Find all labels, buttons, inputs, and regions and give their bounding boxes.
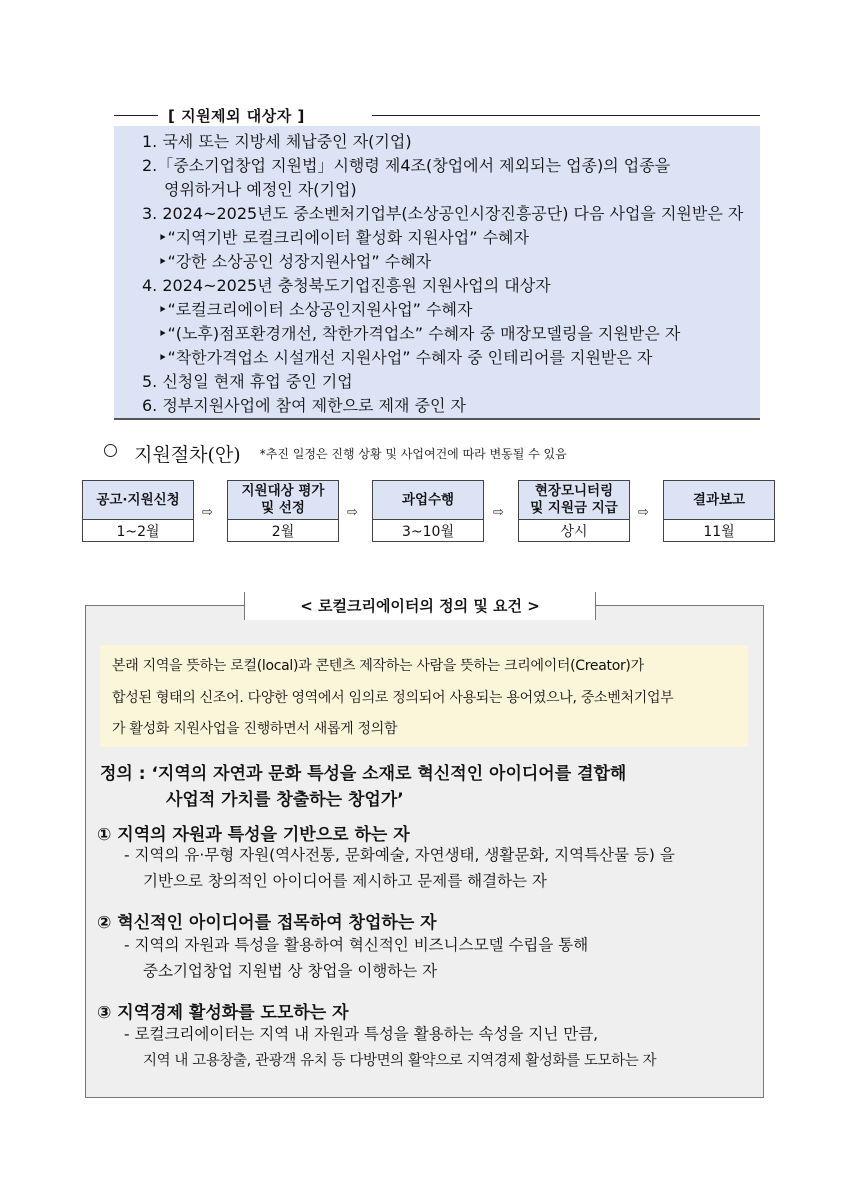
exclusion-subitem: ‣“착한가격업소 시설개선 지원사업” 수혜자 중 인테리어를 지원받은 자 <box>158 348 653 367</box>
step-period: 상시 <box>518 520 630 542</box>
exclusion-item: 6. 정부지원사업에 참여 제한으로 제재 중인 자 <box>142 396 466 415</box>
procedure-title: 지원절차(안) <box>134 444 241 466</box>
requirement-detail-cont: 중소기업창업 지원법 상 창업을 이행하는 자 <box>143 962 438 980</box>
step-period: 2월 <box>227 520 339 542</box>
exclusion-title: [ 지원제외 대상자 ] <box>168 107 305 125</box>
step-label: 현장모니터링 및 지원금 지급 <box>518 480 630 520</box>
exclusion-heading <box>114 105 760 125</box>
arrow-right-icon: ⇨ <box>638 505 649 520</box>
requirement-heading: ③ 지역경제 활성화를 도모하는 자 <box>97 1003 349 1023</box>
procedure-heading <box>104 440 567 466</box>
requirement-heading: ② 혁신적인 아이디어를 접목하여 창업하는 자 <box>97 913 437 933</box>
step-period: 3~10월 <box>372 520 484 542</box>
exclusion-subitem: ‣“강한 소상공인 성장지원사업” 수혜자 <box>158 252 432 271</box>
exclusion-list-box <box>114 126 760 420</box>
intro-line: 본래 지역을 뜻하는 로컬(local)과 콘텐츠 제작하는 사람을 뜻하는 크리에이터(Creator)가 <box>112 658 644 674</box>
step-period: 1~2월 <box>82 520 194 542</box>
procedure-step-4 <box>518 480 630 542</box>
intro-line: 합성된 형태의 신조어. 다양한 영역에서 임의로 정의되어 사용되는 용어였으나, 중소벤처기업부 <box>112 690 674 706</box>
heading-rule-left <box>114 115 158 116</box>
procedure-step-2 <box>227 480 339 542</box>
requirement-detail-cont: 지역 내 고용창출, 관광객 유치 등 다방면의 활약으로 지역경제 활성화를 도모하는 자 <box>143 1053 657 1069</box>
arrow-right-icon: ⇨ <box>493 505 504 520</box>
definition-statement-cont: 사업적 가치를 창출하는 창업가’ <box>166 790 404 810</box>
procedure-step-5 <box>663 480 775 542</box>
exclusion-item: 2.「중소기업창업 지원법」시행령 제4조(창업에서 제외되는 업종)의 업종을 <box>142 156 671 175</box>
exclusion-item: 4. 2024~2025년 충청북도기업진흥원 지원사업의 대상자 <box>142 276 551 295</box>
step-period: 11월 <box>663 520 775 542</box>
step-label: 과업수행 <box>372 480 484 520</box>
requirement-detail-cont: 기반으로 창의적인 아이디어를 제시하고 문제를 해결하는 자 <box>143 872 547 890</box>
exclusion-item: 1. 국세 또는 지방세 체납중인 자(기업) <box>142 132 412 151</box>
exclusion-item: 3. 2024~2025년도 중소벤처기업부(소상공인시장진흥공단) 다음 사업을 지원받은 자 <box>142 204 744 223</box>
intro-line: 가 활성화 지원사업을 진행하면서 새롭게 정의함 <box>112 721 398 737</box>
requirement-detail: - 지역의 유·무형 자원(역사전통, 문화예술, 자연생태, 생활문화, 지역특산물 등) 을 <box>124 846 675 864</box>
procedure-step-1 <box>82 480 194 542</box>
requirement-detail: - 지역의 자원과 특성을 활용하여 혁신적인 비즈니스모델 수립을 통해 <box>124 936 589 954</box>
arrow-right-icon: ⇨ <box>347 505 358 520</box>
exclusion-subitem: ‣“지역기반 로컬크리에이터 활성화 지원사업” 수혜자 <box>158 228 529 247</box>
requirement-heading: ① 지역의 자원과 특성을 기반으로 하는 자 <box>97 825 410 845</box>
circle-bullet-icon <box>104 444 117 457</box>
heading-rule-right <box>372 115 760 116</box>
definition-title: < 로컬크리에이터의 정의 및 요건 > <box>244 592 596 620</box>
step-label: 결과보고 <box>663 480 775 520</box>
procedure-note: *추진 일정은 진행 상황 및 사업여건에 따라 변동될 수 있음 <box>259 447 567 461</box>
procedure-step-3 <box>372 480 484 542</box>
exclusion-subitem: ‣“로컬크리에이터 소상공인지원사업” 수혜자 <box>158 300 473 319</box>
step-label: 공고·지원신청 <box>82 480 194 520</box>
requirement-detail: - 로컬크리에이터는 지역 내 자원과 특성을 활용하는 속성을 지닌 만큼, <box>124 1025 599 1043</box>
exclusion-subitem: ‣“(노후)점포환경개선, 착한가격업소” 수혜자 중 매장모델링을 지원받은 자 <box>158 324 681 343</box>
definition-statement: 정의 : ‘지역의 자연과 문화 특성을 소재로 혁신적인 아이디어를 결합해 <box>100 764 627 784</box>
exclusion-item-cont: 영위하거나 예정인 자(기업) <box>164 180 357 199</box>
arrow-right-icon: ⇨ <box>202 505 213 520</box>
definition-intro-box <box>100 645 748 747</box>
step-label: 지원대상 평가 및 선정 <box>227 480 339 520</box>
exclusion-item: 5. 신청일 현재 휴업 중인 기업 <box>142 372 353 391</box>
